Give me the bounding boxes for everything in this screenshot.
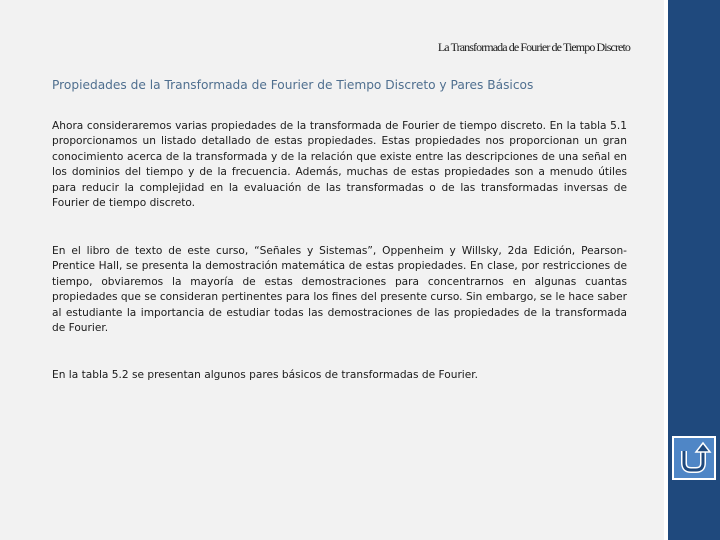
paragraph-table-reference: En la tabla 5.2 se presentan algunos pares básicos de transformadas de Fourier.: [52, 369, 479, 381]
paragraph-properties-intro: Ahora consideraremos varias propiedades de la transformada de Fourier de tiempo discreto. En la tabla 5.1 proporcionamos un listado detallado de estas propiedades. Estas propiedades nos proporcionan un gran conocimiento acerca de la transformada y de la relación que existe entre las descripciones de una señal en los dominios del tiempo y de la frecuencia. Además, muchas de estas propiedades son a menudo útiles para reducir la complejidad en la evaluación de las transformadas o de las transformadas inversas de Fourier de tiempo discreto.: [52, 120, 627, 210]
paragraph-textbook-reference: En el libro de texto de este curso, “Señales y Sistemas”, Oppenheim y Willsky, 2da Edición, Pearson-Prentice Hall, se presenta la demostración matemática de estas propiedades. En clase, por restricciones de tiempo, obviaremos la mayoría de estas demostraciones para concentrarnos en algunas cuantas propiedades que se consideran pertinentes para los fines del presente curso. Sin embargo, se le hace saber al estudiante la importancia de estudiar todas las demostraciones de las propiedades de la transformada de Fourier.: [52, 245, 627, 335]
page-title: La Transformada de Fourier de Tiempo Discreto: [437, 40, 630, 54]
section-heading: Propiedades de la Transformada de Fourier de Tiempo Discreto y Pares Básicos: [52, 78, 534, 92]
return-arrow-icon: [674, 438, 714, 478]
return-button[interactable]: [672, 436, 716, 480]
